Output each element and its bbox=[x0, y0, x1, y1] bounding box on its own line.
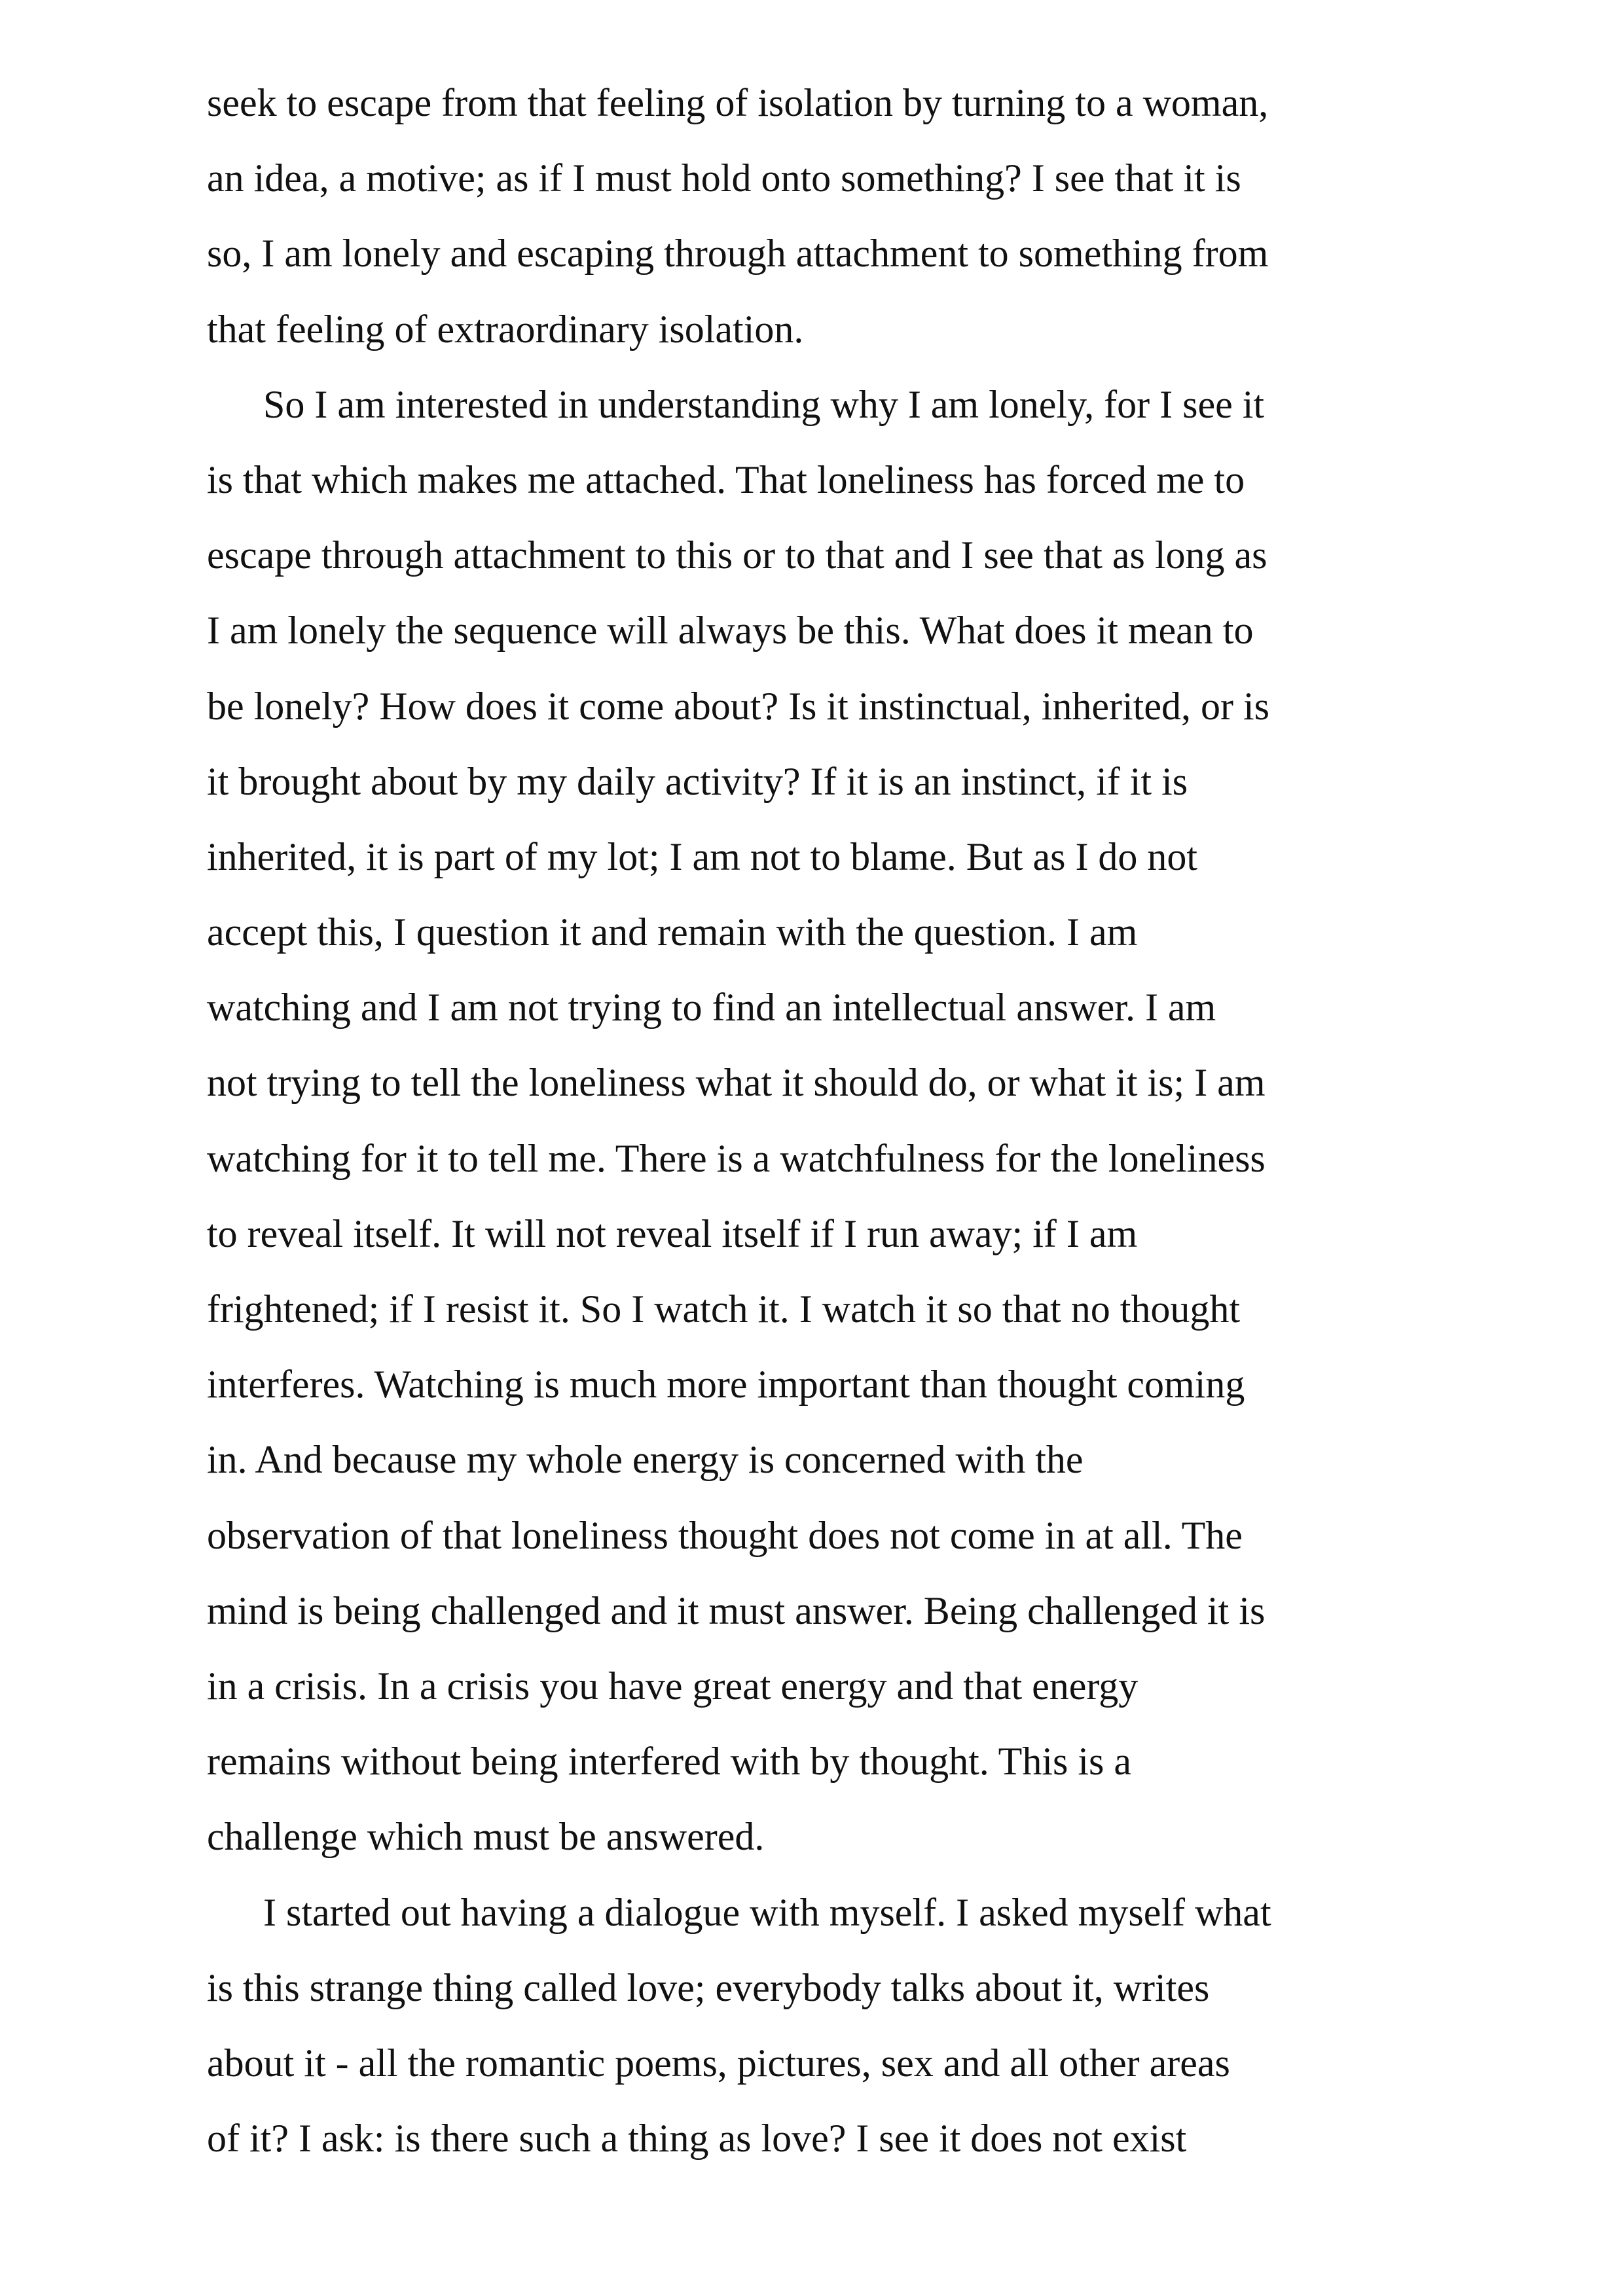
text-line: remains without being interfered with by thought. This is a bbox=[207, 1740, 1131, 1784]
text-line: escape through attachment to this or to that and I see that as long as bbox=[207, 533, 1267, 577]
text-line: inherited, it is part of my lot; I am not to blame. But as I do not bbox=[207, 834, 1198, 878]
text-line: about it - all the romantic poems, pictures, sex and all other areas bbox=[207, 2041, 1230, 2085]
text-line: be lonely? How does it come about? Is it instinctual, inherited, or is bbox=[207, 684, 1269, 728]
paragraph-3 bbox=[207, 1875, 1425, 2177]
paragraph-1 bbox=[207, 65, 1425, 367]
body-text bbox=[207, 65, 1425, 2176]
text-line: mind is being challenged and it must answer. Being challenged it is bbox=[207, 1588, 1266, 1632]
text-line: I started out having a dialogue with myself. I asked myself what bbox=[263, 1890, 1271, 1934]
text-line: not trying to tell the loneliness what it should do, or what it is; I am bbox=[207, 1061, 1266, 1105]
text-line: is this strange thing called love; everybody talks about it, writes bbox=[207, 1965, 1210, 2009]
text-line: I am lonely the sequence will always be this. What does it mean to bbox=[207, 609, 1254, 653]
text-line: interferes. Watching is much more important than thought coming bbox=[207, 1363, 1245, 1407]
text-line: challenge which must be answered. bbox=[207, 1815, 765, 1859]
text-line: it brought about by my daily activity? If it is an instinct, if it is bbox=[207, 759, 1188, 803]
text-line: an idea, a motive; as if I must hold onto something? I see that it is bbox=[207, 156, 1241, 200]
text-line: is that which makes me attached. That loneliness has forced me to bbox=[207, 457, 1245, 501]
text-line: So I am interested in understanding why I am lonely, for I see it bbox=[263, 382, 1265, 426]
text-line: watching and I am not trying to find an intellectual answer. I am bbox=[207, 986, 1216, 1030]
text-line: accept this, I question it and remain with the question. I am bbox=[207, 910, 1138, 954]
text-line: seek to escape from that feeling of isolation by turning to a woman, bbox=[207, 81, 1269, 124]
text-line: of it? I ask: is there such a thing as love? I see it does not exist bbox=[207, 2117, 1187, 2161]
text-line: so, I am lonely and escaping through attachment to something from bbox=[207, 232, 1269, 276]
text-line: in a crisis. In a crisis you have great energy and that energy bbox=[207, 1664, 1139, 1708]
text-line: to reveal itself. It will not reveal itself if I run away; if I am bbox=[207, 1211, 1138, 1255]
text-line: observation of that loneliness thought does not come in at all. The bbox=[207, 1513, 1243, 1557]
text-line: in. And because my whole energy is concerned with the bbox=[207, 1438, 1084, 1482]
text-line: that feeling of extraordinary isolation. bbox=[207, 307, 804, 351]
text-line: frightened; if I resist it. So I watch it. I watch it so that no thought bbox=[207, 1287, 1241, 1331]
text-line: watching for it to tell me. There is a watchfulness for the loneliness bbox=[207, 1136, 1266, 1180]
paragraph-2 bbox=[207, 367, 1425, 1875]
